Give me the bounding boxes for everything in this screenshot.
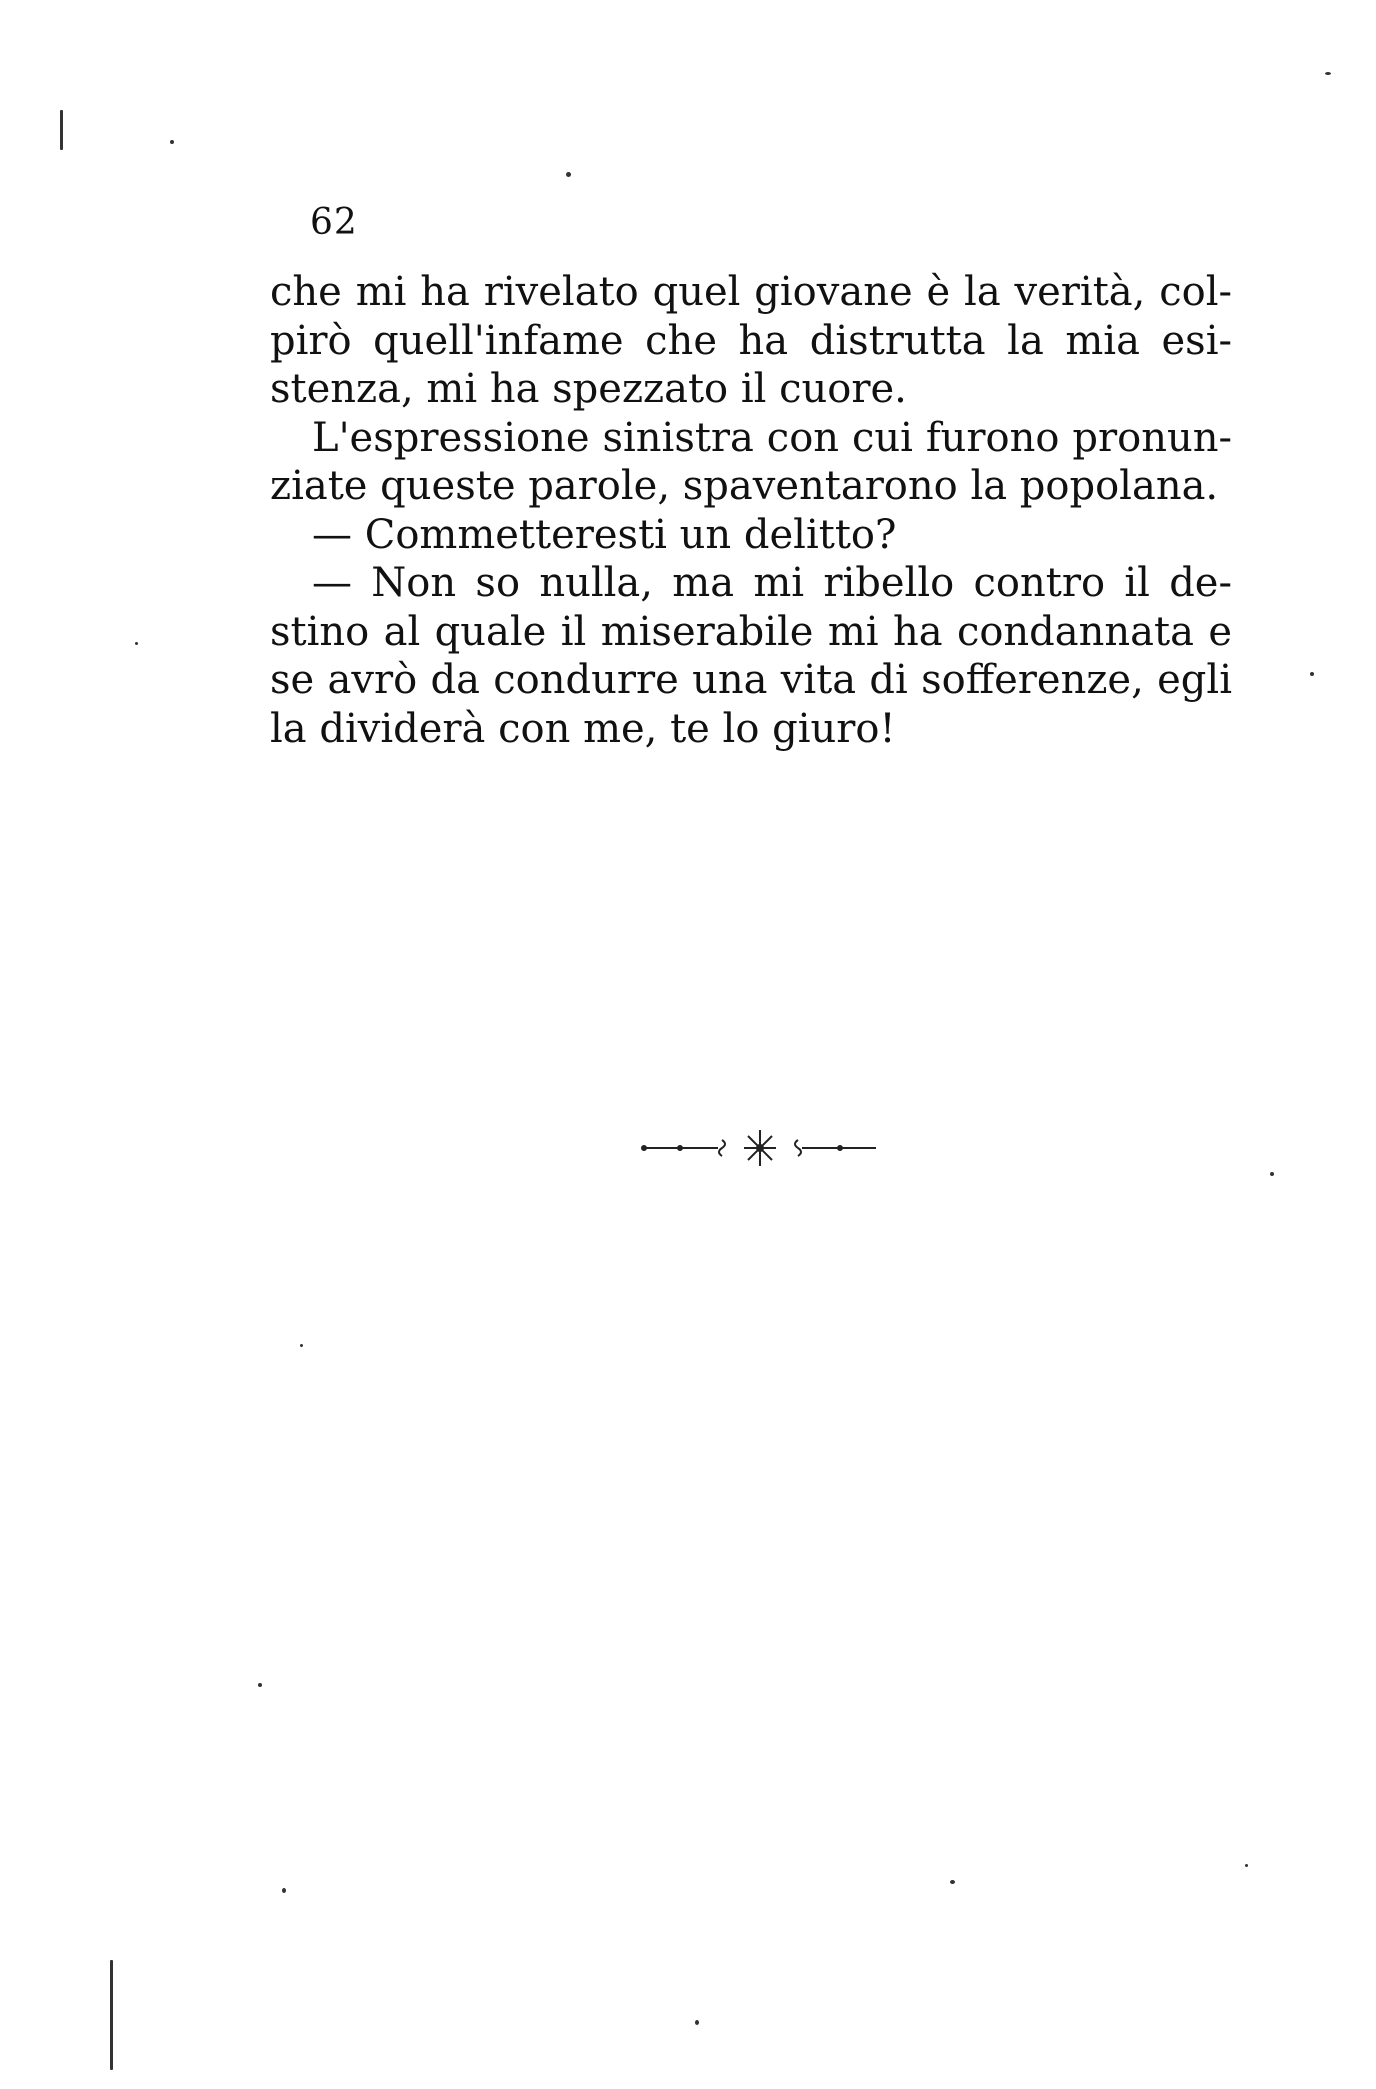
text-line-10: la dividerà con me, te lo giuro! bbox=[270, 705, 896, 752]
text-line-4: L'espressione sinistra con cui furono pronun- bbox=[312, 414, 1232, 461]
text-line-1: che mi ha rivelato quel giovane è la verità, col- bbox=[270, 269, 1232, 315]
scan-speck bbox=[110, 1960, 113, 2070]
scan-speck bbox=[300, 1344, 303, 1347]
text-line-7: — Non so nulla, ma mi ribello contro il de- bbox=[312, 560, 1232, 606]
scan-speck bbox=[1245, 1864, 1248, 1867]
scan-speck bbox=[170, 140, 174, 144]
scan-speck bbox=[1270, 1172, 1274, 1176]
scan-speck bbox=[135, 642, 138, 645]
scan-speck bbox=[950, 1880, 955, 1884]
scan-speck bbox=[566, 172, 571, 177]
scan-speck bbox=[1325, 72, 1331, 75]
scan-speck bbox=[60, 110, 63, 150]
section-end-ornament-icon bbox=[640, 1118, 880, 1178]
scan-speck bbox=[695, 2020, 699, 2025]
text-line-3: stenza, mi ha spezzato il cuore. bbox=[270, 366, 907, 412]
scan-speck bbox=[258, 1683, 262, 1687]
text-line-5: ziate queste parole, spaventarono la popolana. bbox=[270, 463, 1219, 509]
page-number: 62 bbox=[310, 202, 358, 243]
scan-speck bbox=[1310, 672, 1314, 676]
text-line-6: — Commetteresti un delitto? bbox=[312, 511, 897, 558]
text-line-2: pirò quell'infame che ha distrutta la mia esi- bbox=[270, 317, 1232, 364]
body-text bbox=[270, 268, 1232, 753]
scan-speck bbox=[282, 1888, 286, 1893]
text-line-9: se avrò da condurre una vita di sofferenze, egli bbox=[270, 657, 1232, 703]
text-line-8: stino al quale il miserabile mi ha condannata e bbox=[270, 608, 1232, 655]
